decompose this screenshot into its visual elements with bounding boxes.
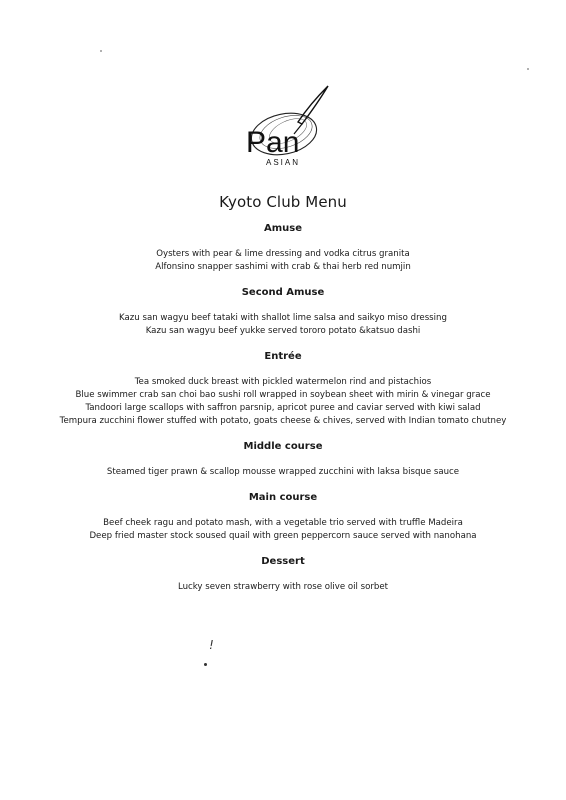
menu-title: Kyoto Club Menu [219, 193, 347, 211]
dish-item: Kazu san wagyu beef tataki with shallot lime salsa and saikyo miso dressing [119, 313, 447, 323]
menu-section [0, 287, 566, 338]
pen-dot [204, 663, 207, 666]
dish-item: Kazu san wagyu beef yukke served tororo potato &katsuo dashi [145, 326, 421, 336]
dish-item: Lucky seven strawberry with rose olive oil sorbet [177, 582, 389, 592]
dish-list [0, 466, 566, 479]
logo-text: Pan [246, 126, 300, 159]
menu-section [0, 351, 566, 428]
dish-list [0, 248, 566, 274]
scan-speck [527, 68, 529, 70]
dish-list [0, 517, 566, 543]
dish-item: Tea smoked duck breast with pickled watermelon rind and pistachios [134, 377, 432, 387]
pen-mark: ! [209, 638, 214, 652]
pan-asian-logo [236, 82, 336, 168]
section-heading: Entrée [264, 351, 302, 362]
dish-list [0, 376, 566, 428]
dish-item: Steamed tiger prawn & scallop mousse wrapped zucchini with laksa bisque sauce [106, 467, 460, 477]
dish-item: Deep fried master stock soused quail with green peppercorn sauce served with nanohana [89, 531, 477, 541]
section-heading: Main course [248, 492, 318, 503]
dish-item: Beef cheek ragu and potato mash, with a vegetable trio served with truffle Madeira [103, 518, 463, 528]
dish-list [0, 312, 566, 338]
dish-item: Oysters with pear & lime dressing and vodka citrus granita [156, 249, 410, 259]
dish-item: Tempura zucchini flower stuffed with potato, goats cheese & chives, served with Indian tomato chutney [59, 416, 507, 426]
menu-section [0, 556, 566, 594]
section-heading: Second Amuse [241, 287, 325, 298]
dish-list [0, 581, 566, 594]
section-heading: Dessert [261, 556, 305, 567]
dish-item: Alfonsino snapper sashimi with crab & thai herb red numjin [155, 262, 411, 272]
logo-subtext: ASIAN [266, 158, 301, 167]
section-heading: Middle course [243, 441, 323, 452]
chopstick-swirl-logo-icon [236, 82, 336, 168]
menu-content [0, 193, 566, 594]
section-heading: Amuse [263, 223, 302, 234]
dish-item: Blue swimmer crab san choi bao sushi roll wrapped in soybean sheet with mirin & vinegar grace [75, 390, 491, 400]
scan-speck [100, 50, 102, 52]
menu-sections [0, 223, 566, 594]
menu-section [0, 492, 566, 543]
menu-section [0, 441, 566, 479]
dish-item: Tandoori large scallops with saffron parsnip, apricot puree and caviar served with kiwi salad [85, 403, 481, 413]
menu-section [0, 223, 566, 274]
